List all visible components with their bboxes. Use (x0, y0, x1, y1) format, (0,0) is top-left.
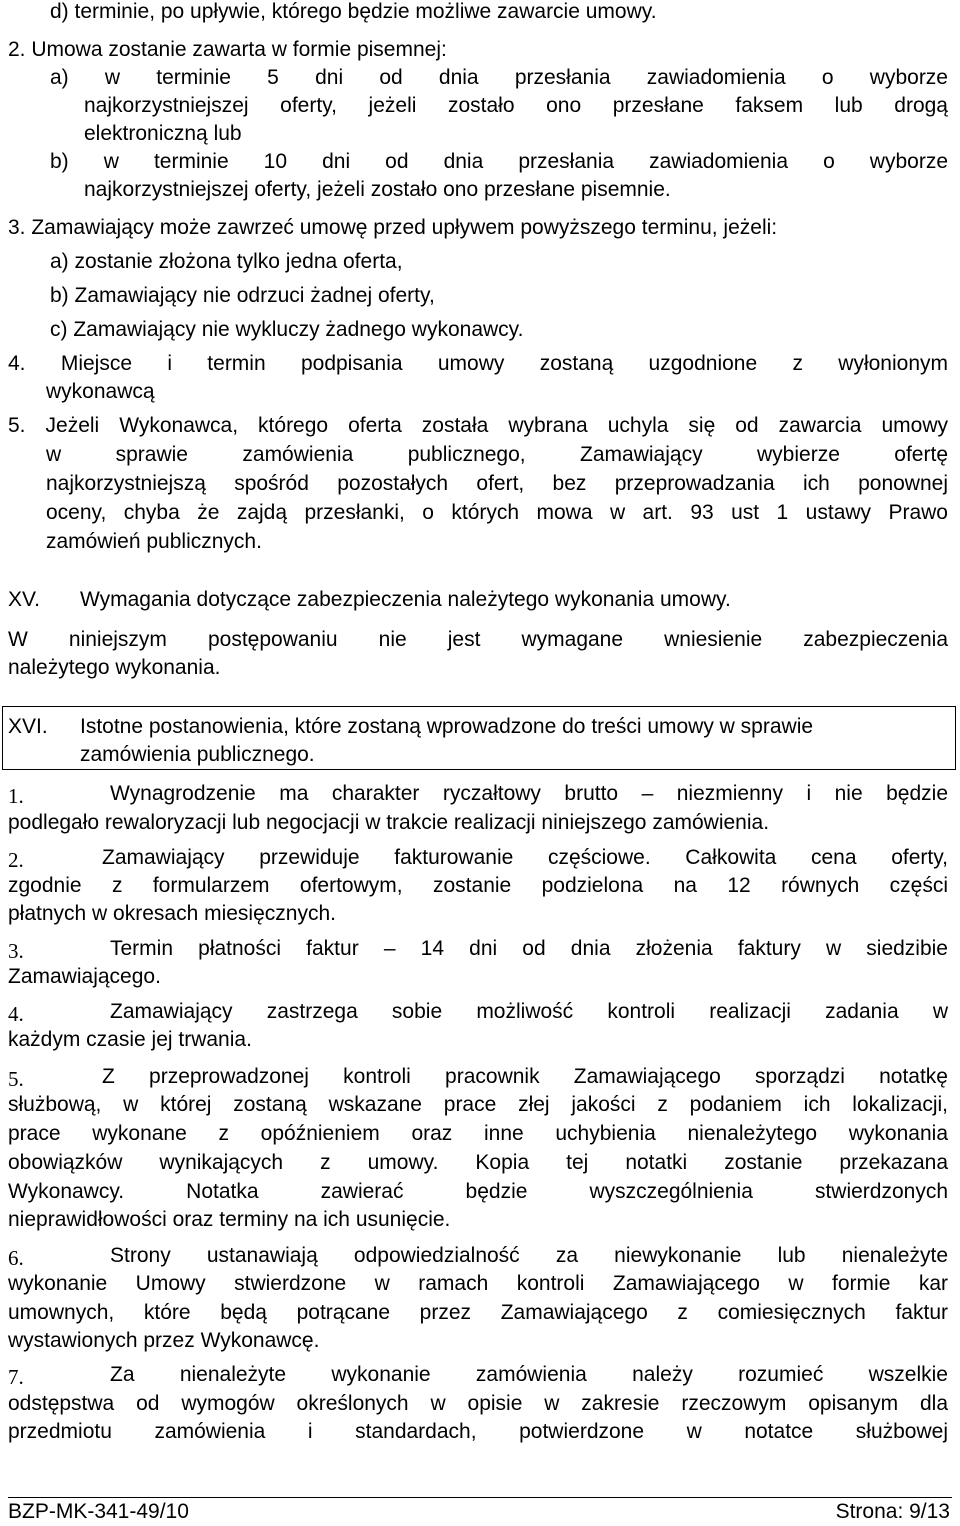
point-4-number: 4. (8, 1002, 24, 1026)
point-7-line-1: Za nienależyte wykonanie zamówienia należy rozumieć wszelkie (110, 1363, 948, 1386)
point-5-line-2: służbową, w której zostaną wskazane prace złej jakości z podaniem ich lokalizacji, (8, 1093, 948, 1116)
chapter-xvi-number: XVI. (8, 715, 48, 738)
section-5-line-3: najkorzystniejszą spośród pozostałych ofert, bez przeprowadzania ich ponownej (46, 472, 948, 495)
section-3-item-c: c) Zamawiający nie wykluczy żadnego wykonawcy. (50, 318, 524, 341)
footer-page-number: Strona: 9/13 (835, 1500, 950, 1523)
chapter-xvi-title-line-1: Istotne postanowienia, które zostaną wprowadzone do treści umowy w sprawie (80, 715, 814, 738)
point-3-number: 3. (8, 939, 24, 963)
chapter-xv-text-line-1: W niniejszym postępowaniu nie jest wymagane wniesienie zabezpieczenia (8, 628, 948, 651)
section-5-line-2: w sprawie zamówienia publicznego, Zamawiający wybierze ofertę (46, 443, 948, 466)
footer-reference: BZP-MK-341-49/10 (8, 1500, 189, 1523)
section-2-a-line-2: najkorzystniejszej oferty, jeżeli zostało ono przesłane faksem lub drogą (84, 94, 948, 117)
section-2-heading: 2. Umowa zostanie zawarta w formie pisemnej: (8, 38, 447, 61)
point-2-line-3: płatnych w okresach miesięcznych. (8, 902, 336, 925)
point-7-number: 7. (8, 1365, 24, 1389)
section-3-item-b: b) Zamawiający nie odrzuci żadnej oferty, (50, 284, 435, 307)
point-1-line-2: podlegało rewaloryzacji lub negocjacji w trakcie realizacji niniejszego zamówienia. (8, 811, 770, 834)
section-3-item-a: a) zostanie złożona tylko jedna oferta, (50, 250, 403, 273)
chapter-xv-text-line-2: należytego wykonania. (8, 656, 221, 679)
section-2-b-line-1: b) w terminie 10 dni od dnia przesłania zawiadomienia o wyborze (50, 150, 948, 173)
section-3-heading: 3. Zamawiający może zawrzeć umowę przed upływem powyższego terminu, jeżeli: (8, 216, 778, 239)
section-4-line-1: 4. Miejsce i termin podpisania umowy zostaną uzgodnione z wyłonionym (8, 352, 948, 375)
point-3-line-2: Zamawiającego. (8, 965, 161, 988)
point-7-line-3: przedmiotu zamówienia i standardach, potwierdzone w notatce służbowej (8, 1420, 948, 1443)
section-4-line-2: wykonawcą (46, 380, 155, 403)
point-2-number: 2. (8, 848, 24, 872)
chapter-xv-title: Wymagania dotyczące zabezpieczenia należytego wykonania umowy. (80, 588, 731, 611)
point-1-line-1: Wynagrodzenie ma charakter ryczałtowy brutto – niezmienny i nie będzie (110, 782, 948, 805)
point-4-line-1: Zamawiający zastrzega sobie możliwość kontroli realizacji zadania w (110, 1000, 948, 1023)
point-6-line-1: Strony ustanawiają odpowiedzialność za niewykonanie lub nienależyte (110, 1244, 948, 1267)
section-5-line-4: oceny, chyba że zajdą przesłanki, o których mowa w art. 93 ust 1 ustawy Prawo (46, 501, 948, 524)
point-4-line-2: każdym czasie jej trwania. (8, 1028, 252, 1051)
section-2-b-line-2: najkorzystniejszej oferty, jeżeli zostało ono przesłane pisemnie. (84, 178, 671, 201)
section-5-line-5: zamówień publicznych. (46, 530, 262, 553)
point-7-line-2: odstępstwa od wymogów określonych w opisie w zakresie rzeczowym opisanym dla (8, 1392, 948, 1415)
point-6-line-2: wykonanie Umowy stwierdzone w ramach kontroli Zamawiającego w formie kar (8, 1272, 948, 1295)
chapter-xvi-title-line-2: zamówienia publicznego. (80, 743, 315, 766)
section-2-a-line-1: a) w terminie 5 dni od dnia przesłania zawiadomienia o wyborze (50, 66, 948, 89)
chapter-xv-number: XV. (8, 588, 40, 611)
item-d-previous: d) terminie, po upływie, którego będzie możliwe zawarcie umowy. (50, 0, 657, 23)
point-5-line-5: Wykonawcy. Notatka zawierać będzie wyszczególnienia stwierdzonych (8, 1180, 948, 1203)
point-5-line-1: Z przeprowadzonej kontroli pracownik Zamawiającego sporządzi notatkę (102, 1065, 948, 1088)
point-3-line-1: Termin płatności faktur – 14 dni od dnia złożenia faktury w siedzibie (110, 937, 948, 960)
point-1-number: 1. (8, 784, 24, 808)
section-2-a-line-3: elektroniczną lub (84, 122, 242, 145)
point-6-number: 6. (8, 1246, 24, 1270)
point-5-line-4: obowiązków wynikających z umowy. Kopia tej notatki zostanie przekazana (8, 1151, 948, 1174)
point-5-number: 5. (8, 1067, 24, 1091)
point-5-line-6: nieprawidłowości oraz terminy na ich usunięcie. (8, 1208, 451, 1231)
point-2-line-2: zgodnie z formularzem ofertowym, zostanie podzielona na 12 równych części (8, 874, 948, 897)
point-6-line-3: umownych, które będą potrącane przez Zamawiającego z comiesięcznych faktur (8, 1301, 948, 1324)
point-6-line-4: wystawionych przez Wykonawcę. (8, 1329, 320, 1352)
point-5-line-3: prace wykonane z opóźnieniem oraz inne uchybienia nienależytego wykonania (8, 1122, 948, 1145)
section-5-line-1: 5. Jeżeli Wykonawca, którego oferta została wybrana uchyla się od zawarcia umowy (8, 414, 948, 437)
point-2-line-1: Zamawiający przewiduje fakturowanie częściowe. Całkowita cena oferty, (102, 846, 948, 869)
